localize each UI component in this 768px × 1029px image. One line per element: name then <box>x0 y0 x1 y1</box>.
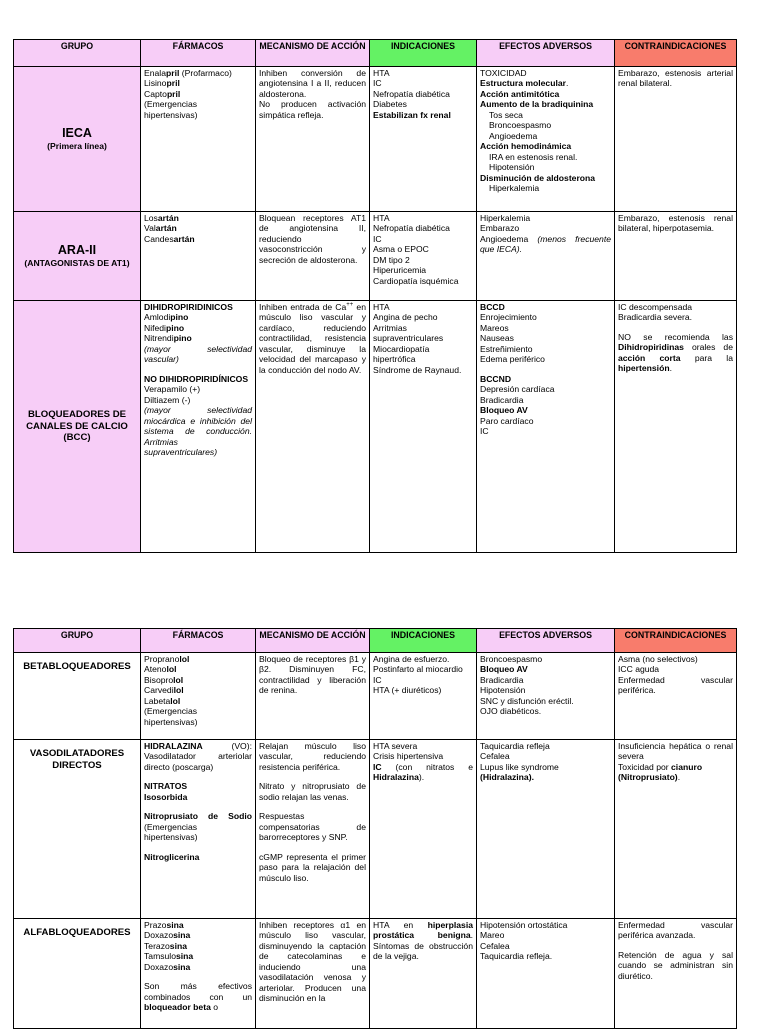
drugs-bcc: DIHIDROPIRIDINICOS Amlodipino Nifedipino Nitrendipino (mayor selectividad vascular) NO DIHIDROPIRIDÍNICOS Verapamilo (+) Diltiazem (-) (mayor selectividad miocárdica e inhibición del sistema de conducción. Arritmias supraventriculares) <box>141 301 256 553</box>
header-grupo: GRUPO <box>14 40 141 67</box>
adverse-bcc: BCCD Enrojecimiento Mareos Nauseas Estreñimiento Edema periférico BCCND Depresión cardíaca Bradicardia Bloqueo AV Paro cardíaco IC <box>477 301 615 553</box>
table-header-row <box>14 629 737 653</box>
drugs-alfa: Prazosina Doxazosina Terazosina Tamsulosina Doxazosina Son más efectivos combinados con un bloqueador beta o <box>141 919 256 1029</box>
table-row-bcc <box>14 301 737 553</box>
indications-bcc: HTA Angina de pecho Arritmias supraventriculares Miocardiopatía hipertrófica Síndrome de Raynaud. <box>370 301 477 553</box>
drugs-ara: Losartán Valartán Candesartán <box>141 212 256 301</box>
header-farmacos: FÁRMACOS <box>141 629 256 653</box>
contra-ieca: Embarazo, estenosis arterial renal bilateral. <box>615 67 737 212</box>
header-farmacos: FÁRMACOS <box>141 40 256 67</box>
mechanism-vasodilatadores: Relajan músculo liso vascular, reduciendo resistencia periférica. Nitrato y nitroprusiato de sodio relajan las venas. Respuestas compensatorias de barorreceptores y SNP. cGMP representa el primer paso para la relajación del músculo liso. <box>256 740 370 919</box>
table-row-alfa <box>14 919 737 1029</box>
contra-vasodilatadores: Insuficiencia hepática o renal severa Toxicidad por cianuro (Nitroprusiato). <box>615 740 737 919</box>
header-contraindicaciones: CONTRAINDICACIONES <box>615 629 737 653</box>
indications-alfa: HTA en hiperplasia prostática benigna. Síntomas de obstrucción de la vejiga. <box>370 919 477 1029</box>
header-indicaciones: INDICACIONES <box>370 40 477 67</box>
indications-beta: Angina de esfuerzo. Postinfarto al miocardio IC HTA (+ diuréticos) <box>370 653 477 740</box>
adverse-vasodilatadores: Taquicardia refleja Cefalea Lupus like syndrome (Hidralazina). <box>477 740 615 919</box>
table-antihypertensives-2 <box>13 628 737 1029</box>
drugs-ieca: Enalapril (Profarmaco) Lisinopril Captopril (Emergencias hipertensivas) <box>141 67 256 212</box>
indications-ieca: HTA IC Nefropatía diabética Diabetes Estabilizan fx renal <box>370 67 477 212</box>
table-header-row <box>14 40 737 67</box>
header-contraindicaciones: CONTRAINDICACIONES <box>615 40 737 67</box>
group-name: IECA <box>62 126 92 141</box>
contra-beta: Asma (no selectivos) ICC aguda Enfermedad vascular periférica. <box>615 653 737 740</box>
adverse-beta: Broncoespasmo Bloqueo AV Bradicardia Hipotensión SNC y disfunción eréctil. OJO diabéticos. <box>477 653 615 740</box>
indications-ara: HTA Nefropatía diabética IC Asma o EPOC DM tipo 2 Hiperuricemia Cardiopatía isquémica <box>370 212 477 301</box>
group-bcc: BLOQUEADORES DE CANALES DE CALCIO (BCC) <box>14 301 141 553</box>
header-indicaciones: INDICACIONES <box>370 629 477 653</box>
header-efectos: EFECTOS ADVERSOS <box>477 629 615 653</box>
table-row-ieca <box>14 67 737 212</box>
adverse-ieca: TOXICIDAD Estructura molecular. Acción antimitótica Aumento de la bradiquinina Tos seca Broncoespasmo Angioedema Acción hemodinámica IRA en estenosis renal. Hipotensión Disminución de aldosterona Hiperkalemia <box>477 67 615 212</box>
drugs-beta: Propranolol Atenolol Bisoprolol Carvedilol Labetalol (Emergencias hipertensivas) <box>141 653 256 740</box>
group-beta: BETABLOQUEADORES <box>14 653 141 740</box>
group-ieca <box>14 67 141 212</box>
mechanism-bcc: Inhiben entrada de Ca++ en músculo liso vascular y cardíaco, reduciendo contractilidad, resistencia vascular, disminuye la velocidad del marcapaso y la conducción del nodo AV. <box>256 301 370 553</box>
adverse-alfa: Hipotensión ortostática Mareo Cefalea Taquicardia refleja. <box>477 919 615 1029</box>
mechanism-alfa: Inhiben receptores α1 en músculo liso vascular, disminuyendo la captación de catecolaminas e induciendo una vasodilatación venosa y arteriolar. Producen una disminución en la <box>256 919 370 1029</box>
group-vasodilatadores: VASODILATADORES DIRECTOS <box>14 740 141 919</box>
mechanism-ara: Bloquean receptores AT1 de angiotensina II, reduciendo vasoconstricción y secreción de aldosterona. <box>256 212 370 301</box>
header-mecanismo: MECANISMO DE ACCIÓN <box>256 629 370 653</box>
table-antihypertensives-1 <box>13 39 737 553</box>
header-grupo: GRUPO <box>14 629 141 653</box>
contra-alfa: Enfermedad vascular periférica avanzada. Retención de agua y sal cuando se administran sin diurético. <box>615 919 737 1029</box>
mechanism-beta: Bloqueo de receptores β1 y β2. Disminuyen FC, contractilidad y liberación de renina. <box>256 653 370 740</box>
group-ara: ARA-II (ANTAGONISTAS DE AT1) <box>14 212 141 301</box>
contra-ara: Embarazo, estenosis renal bilateral, hiperpotasemia. <box>615 212 737 301</box>
header-mecanismo: MECANISMO DE ACCIÓN <box>256 40 370 67</box>
header-efectos: EFECTOS ADVERSOS <box>477 40 615 67</box>
table-row-vasodilatadores <box>14 740 737 919</box>
group-subtitle: (Primera línea) <box>47 141 107 152</box>
contra-bcc: IC descompensada Bradicardia severa. NO se recomienda las Dihidropiridinas orales de acción corta para la hipertensión. <box>615 301 737 553</box>
table-row-ara <box>14 212 737 301</box>
group-alfa: ALFABLOQUEADORES <box>14 919 141 1029</box>
mechanism-ieca: Inhiben conversión de angiotensina I a II, reducen aldosterona. No producen activación simpática refleja. <box>256 67 370 212</box>
adverse-ara: Hiperkalemia Embarazo Angioedema (menos frecuente que IECA). <box>477 212 615 301</box>
table-row-beta <box>14 653 737 740</box>
indications-vasodilatadores: HTA severa Crisis hipertensiva IC (con nitratos e Hidralazina). <box>370 740 477 919</box>
drugs-vasodilatadores: HIDRALAZINA (VO): Vasodilatador arteriolar directo (poscarga) NITRATOS Isosorbida Nitroprusiato de Sodio (Emergencias hipertensivas) Nitroglicerina <box>141 740 256 919</box>
